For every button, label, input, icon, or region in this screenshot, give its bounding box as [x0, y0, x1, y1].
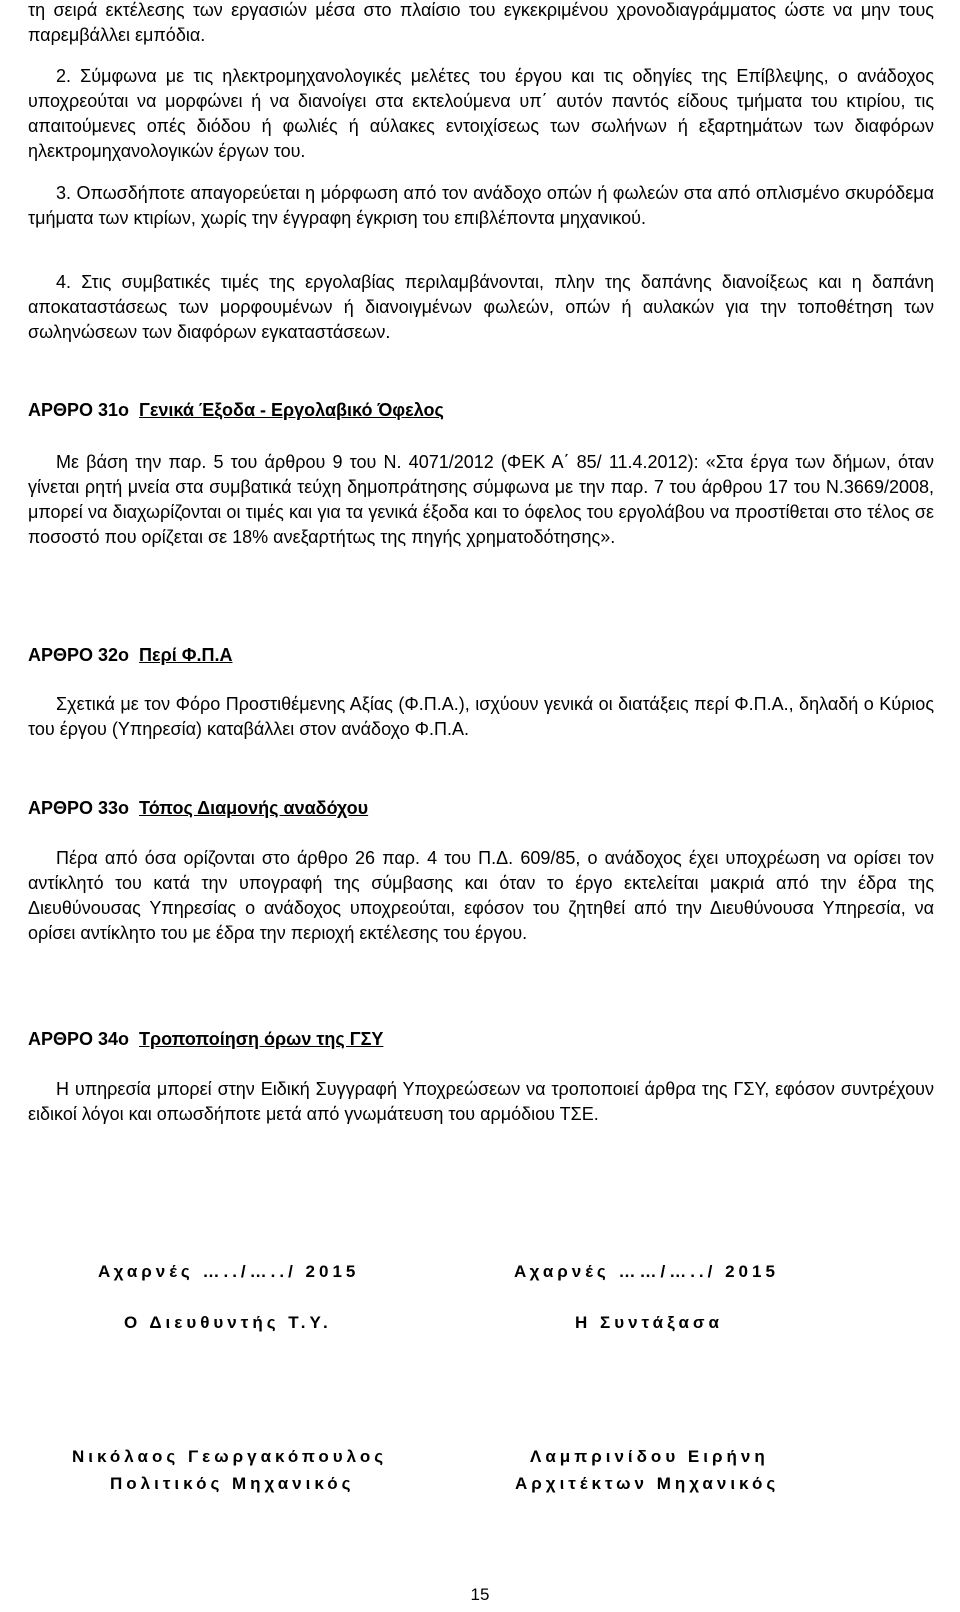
left-signature-title: Πολιτικός Μηχανικός — [110, 1474, 355, 1493]
article-34-heading — [28, 1027, 383, 1052]
left-signature-place-date: Αχαρνές …../…../ 2015 — [98, 1262, 360, 1281]
article-34-number: ΑΡΘΡΟ 34ο — [28, 1029, 130, 1049]
article-32-number: ΑΡΘΡΟ 32ο — [28, 645, 130, 665]
article-33-body: Πέρα από όσα ορίζονται στο άρθρο 26 παρ. 4 του Π.Δ. 609/85, ο ανάδοχος έχει υποχρέωση να ορίσει τον αντίκλητό του κατά την υπογραφή της σύμβασης και όταν το έργο εκτελείται μακριά από την έδρα της Διευθύνουσας Υπηρεσίας ο ανάδοχος υποχρεούται, εφόσον του ζητηθεί από την Διευθύνουσα Υπηρεσία, να ορίσει αντίκλητο του με έδρα την περιοχή εκτέλεσης του έργου. — [28, 848, 934, 943]
left-signature-name: Νικόλαος Γεωργακόπουλος — [72, 1447, 388, 1466]
right-signature-role: Η Συντάξασα — [575, 1313, 724, 1332]
right-signature-name: Λαμπρινίδου Ειρήνη — [530, 1447, 769, 1466]
right-signature-place-date: Αχαρνές ……/…../ 2015 — [514, 1262, 779, 1281]
article-33-heading — [28, 796, 368, 821]
left-signature-role: Ο Διευθυντής Τ.Υ. — [124, 1313, 332, 1332]
article-33-number: ΑΡΘΡΟ 33ο — [28, 798, 130, 818]
article-32-heading — [28, 643, 233, 668]
right-signature-title: Αρχιτέκτων Μηχανικός — [515, 1474, 780, 1493]
article-34-title: Τροποποίηση όρων της ΓΣΥ — [139, 1029, 384, 1049]
article-31-body: Με βάση την παρ. 5 του άρθρου 9 του Ν. 4071/2012 (ΦΕΚ Α΄ 85/ 11.4.2012): «Στα έργα των δήμων, όταν γίνεται ρητή μνεία στα συμβατικά τεύχη δημοπράτησης σύμφωνα με την παρ. 7 του άρθρου 17 του Ν.3669/2008, μπορεί να διαχωρίζονται οι τιμές και για τα γενικά έξοδα και το όφελος του εργολάβου να προστίθεται στο τέλος σε ποσοστό που ορίζεται σε 18% ανεξαρτήτως της πηγής χρηματοδότησης». — [28, 452, 934, 547]
article-32-body: Σχετικά με τον Φόρο Προστιθέμενης Αξίας (Φ.Π.Α.), ισχύουν γενικά οι διατάξεις περί Φ.Π.Α., δηλαδή ο Κύριος του έργου (Υπηρεσία) καταβάλλει στον ανάδοχο Φ.Π.Α. — [28, 694, 934, 739]
article-31-title: Γενικά Έξοδα - Εργολαβικό Όφελος — [139, 400, 444, 420]
article-31-heading — [28, 398, 444, 423]
paragraph-item-2: 2. Σύμφωνα με τις ηλεκτρομηχανολογικές μελέτες του έργου και τις οδηγίες της Επίβλεψης, ο ανάδοχος υποχρεούται να μορφώνει ή να διανοίγει στα εκτελούμενα υπ΄ αυτόν παντός είδους τμήματα του κτιρίου, τις απαιτούμενες οπές διόδου ή φωλιές ή αύλακες εντοιχίσεως των σωλήνων ή εξαρτημάτων των διαφόρων ηλεκτρομηχανολογικών έργων του. — [28, 66, 934, 161]
article-34-body: Η υπηρεσία μπορεί στην Ειδική Συγγραφή Υποχρεώσεων να τροποποιεί άρθρα της ΓΣΥ, εφόσον συντρέχουν ειδικοί λόγοι και οπωσδήποτε μετά από γνωμάτευση του αρμόδιου ΤΣΕ. — [28, 1079, 934, 1124]
paragraph-item-4: 4. Στις συμβατικές τιμές της εργολαβίας περιλαμβάνονται, πλην της δαπάνης διανοίξεως και η δαπάνη αποκαταστάσεως των μορφουμένων ή διανοιγμένων φωλεών, οπών ή αυλακών για την τοποθέτηση των σωληνώσεων των διαφόρων εγκαταστάσεων. — [28, 272, 934, 342]
article-33-title: Τόπος Διαμονής αναδόχου — [139, 798, 369, 818]
article-32-title: Περί Φ.Π.Α — [139, 645, 233, 665]
paragraph-continuation: τη σειρά εκτέλεσης των εργασιών μέσα στο πλαίσιο του εγκεκριμένου χρονοδιαγράμματος ώστε να μην τους παρεμβάλλει εμπόδια. — [28, 0, 934, 45]
page-number: 15 — [470, 1585, 490, 1604]
article-31-number: ΑΡΘΡΟ 31ο — [28, 400, 130, 420]
paragraph-item-3: 3. Οπωσδήποτε απαγορεύεται η μόρφωση από τον ανάδοχο οπών ή φωλεών στα από οπλισμένο σκυρόδεμα τμήματα των κτιρίων, χωρίς την έγγραφη έγκριση του επιβλέποντα μηχανικού. — [28, 183, 934, 228]
